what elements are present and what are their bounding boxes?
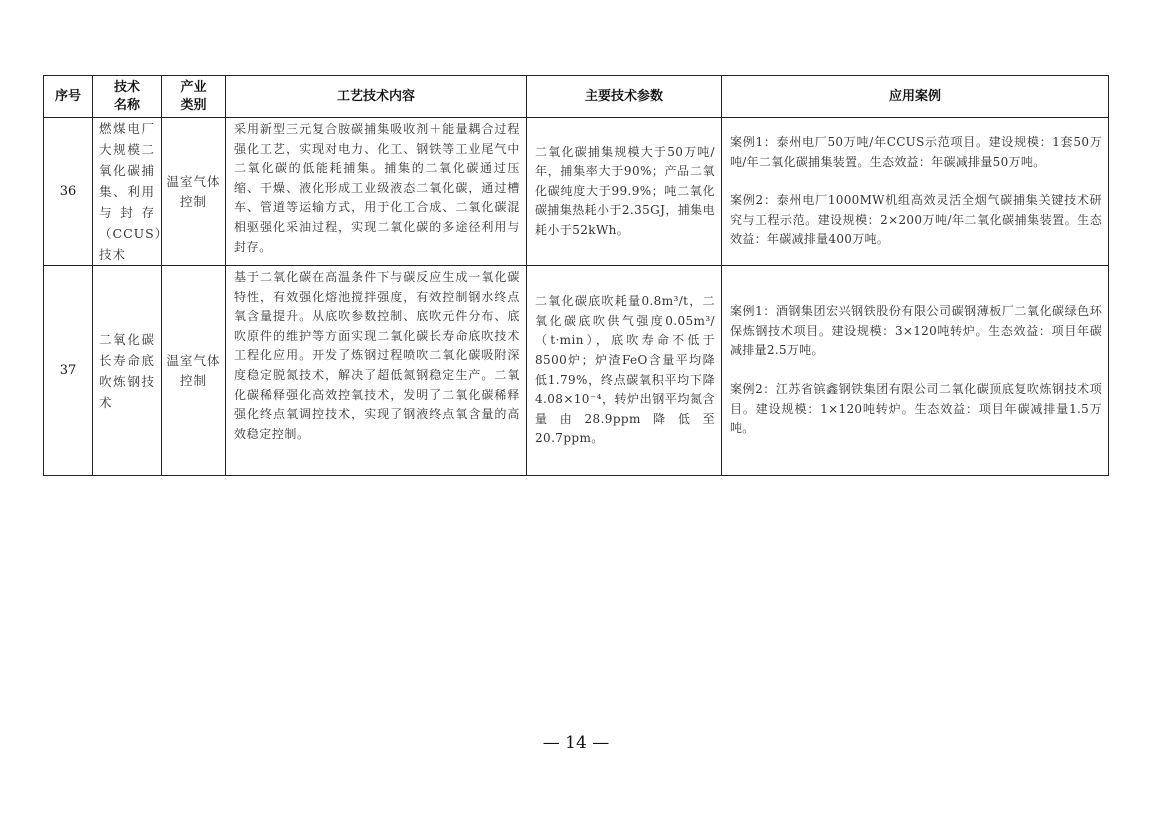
case-2: 案例2：泰州电厂1000MW机组高效灵活全烟气碳捕集关键技术研究与工程示范。建设规模：2×200万吨/年二氧化碳捕集装置。生态效益：年碳减排量400万吨。 <box>730 193 1102 247</box>
table-row <box>44 118 1109 266</box>
table-header-row <box>44 76 1109 118</box>
row-index: 36 <box>44 118 93 266</box>
row-index: 37 <box>44 266 93 476</box>
application-cases <box>722 266 1109 476</box>
tech-name: 二氧化碳长寿命底吹炼钢技术 <box>93 266 162 476</box>
industry-category: 温室气体控制 <box>162 266 226 476</box>
case-1: 案例1：酒钢集团宏兴钢铁股份有限公司碳钢薄板厂二氧化碳绿色环保炼钢技术项目。建设规模：3×120吨转炉。生态效益：项目年碳减排量2.5万吨。 <box>730 304 1102 358</box>
process-content: 基于二氧化碳在高温条件下与碳反应生成一氧化碳特性，有效强化熔池搅拌强度，有效控制钢水终点氧含量提升。从底吹参数控制、底吹元件分布、底吹原件的维护等方面实现二氧化碳长寿命底吹技术工程化应用。开发了炼钢过程喷吹二氧化碳吸附深度稳定脱氮技术，解决了超低氮钢稳定生产。二氧化碳稀释强化高效控氧技术，发明了二氧化碳稀释强化终点氧调控技术，实现了钢液终点氧含量的高效稳定控制。 <box>226 266 527 476</box>
header-index: 序号 <box>44 76 93 118</box>
tech-name: 燃煤电厂大规模二氧化碳捕集、利用与封存（CCUS）技术 <box>93 118 162 266</box>
application-cases <box>722 118 1109 266</box>
tech-params: 二氧化碳捕集规模大于50万吨/年，捕集率大于90%；产品二氧化碳纯度大于99.9%；吨二氧化碳捕集热耗小于2.35GJ，捕集电耗小于52kWh。 <box>527 118 722 266</box>
header-process: 工艺技术内容 <box>226 76 527 118</box>
header-tech-name-line1: 技术 <box>113 79 140 95</box>
technology-table <box>43 75 1109 476</box>
tech-params: 二氧化碳底吹耗量0.8m³/t，二氧化碳底吹供气强度0.05m³/（t·min），底吹寿命不低于8500炉；炉渣FeO含量平均降低1.79%，终点碳氧积平均下降4.08×10⁻⁴，转炉出钢平均氮含量由28.9ppm降低至20.7ppm。 <box>527 266 722 476</box>
case-2: 案例2：江苏省镔鑫钢铁集团有限公司二氧化碳顶底复吹炼钢技术项目。建设规模：1×120吨转炉。生态效益：项目年碳减排量1.5万吨。 <box>730 382 1102 436</box>
industry-category: 温室气体控制 <box>162 118 226 266</box>
header-tech-name-line2: 名称 <box>113 97 140 113</box>
header-category <box>162 76 226 118</box>
header-category-line2: 类别 <box>180 97 207 113</box>
header-cases: 应用案例 <box>722 76 1109 118</box>
page-number: — 14 — <box>542 733 610 753</box>
case-1: 案例1：泰州电厂50万吨/年CCUS示范项目。建设规模：1套50万吨/年二氧化碳捕集装置。生态效益：年碳减排量50万吨。 <box>730 135 1102 169</box>
header-tech-name <box>93 76 162 118</box>
header-params: 主要技术参数 <box>527 76 722 118</box>
process-content: 采用新型三元复合胺碳捕集吸收剂＋能量耦合过程强化工艺，实现对电力、化工、钢铁等工业尾气中二氧化碳的低能耗捕集。捕集的二氧化碳通过压缩、干燥、液化形成工业级液态二氧化碳，通过槽车、管道等运输方式，用于化工合成、二氧化碳混相驱强化采油过程，实现二氧化碳的多途径利用与封存。 <box>226 118 527 266</box>
table-row <box>44 266 1109 476</box>
header-category-line1: 产业 <box>180 79 207 95</box>
